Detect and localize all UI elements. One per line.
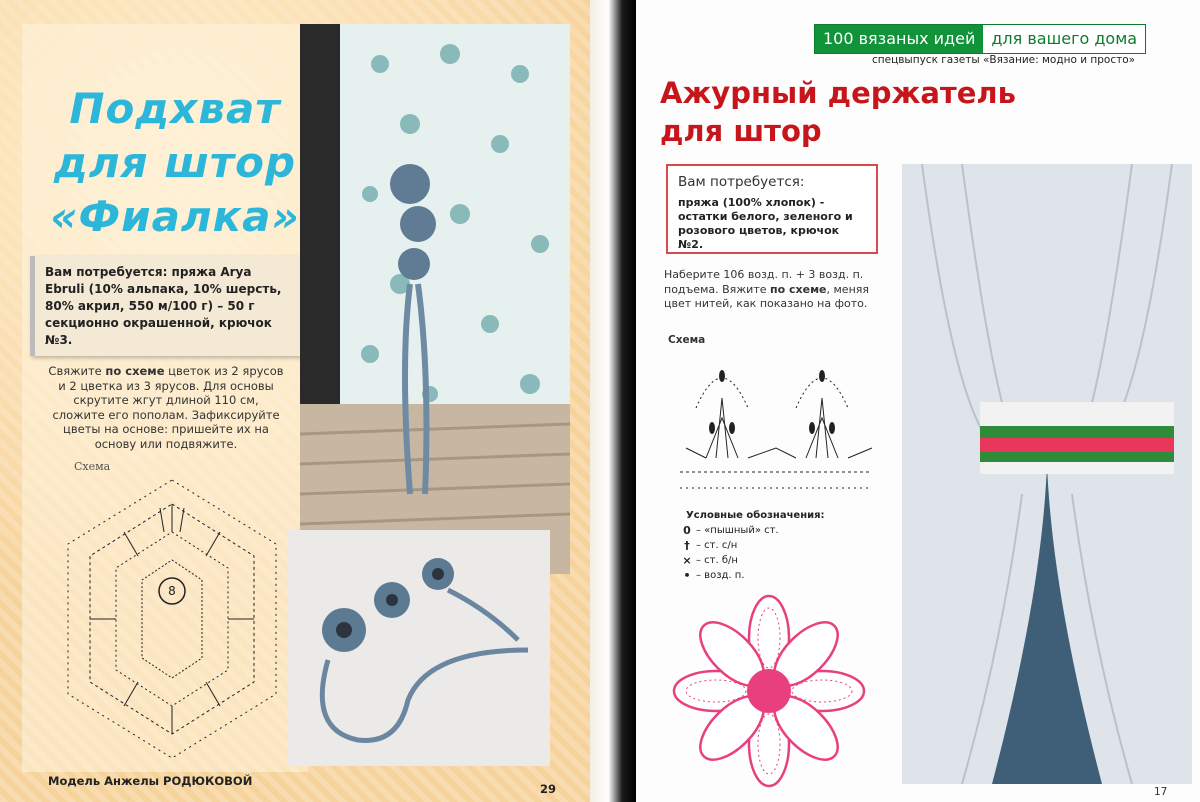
- crochet-hexagon-diagram: [60, 474, 284, 764]
- left-title-line-3: «Фиалка»: [50, 192, 300, 241]
- right-instructions-prefix: Наберите 106 возд. п. + 3 возд. п. подъема. Вяжите: [664, 268, 864, 296]
- legend-text: – возд. п.: [696, 570, 745, 581]
- legend-symbol: †: [684, 539, 690, 552]
- header-segment-1: 100 вязаных идей: [815, 25, 983, 53]
- right-instructions: [664, 268, 890, 312]
- flower-cord-photo: [288, 530, 550, 766]
- model-credit: Модель Анжелы РОДЮКОВОЙ: [48, 774, 253, 788]
- header-segment-2: для вашего дома: [983, 25, 1145, 53]
- left-title-line-2: для штор: [53, 138, 297, 187]
- legend-item: [680, 538, 825, 553]
- pink-flower-drawing: [672, 594, 866, 788]
- magazine-header: [814, 24, 1146, 54]
- legend-item: [680, 568, 825, 583]
- right-instructions-bold: по схеме: [770, 282, 827, 296]
- left-instructions: [46, 364, 286, 451]
- right-instructions-rest: , меняя цвет нитей, как показано на фото.: [664, 282, 870, 310]
- left-title-line-1: Подхват: [69, 84, 281, 133]
- legend-text: – ст. б/н: [696, 555, 738, 566]
- legend-symbol: ×: [682, 554, 692, 567]
- legend-title: Условные обозначения:: [686, 510, 825, 521]
- legend-symbol: •: [683, 569, 691, 582]
- left-materials-text: Вам потребуется: пряжа Arya Ebruli (10% альпака, 10% шерсть, 80% акрил, 550 м/100 г) – 50 г секционно окрашенной, крючок №3.: [45, 265, 282, 347]
- right-materials-title: Вам потребуется:: [678, 174, 805, 190]
- right-schema-label: Схема: [668, 334, 706, 346]
- legend-text: – «пышный» ст.: [696, 525, 779, 536]
- left-instructions-prefix: Свяжите: [48, 364, 106, 378]
- left-schema-label: Схема: [74, 460, 111, 473]
- legend-item: [680, 523, 825, 538]
- legend-text: – ст. с/н: [696, 540, 738, 551]
- right-title-line-1: Ажурный держатель: [660, 76, 1016, 110]
- right-materials-text: пряжа (100% хлопок) - остатки белого, зеленого и розового цветов, крючок №2.: [678, 196, 853, 251]
- left-instructions-rest: цветок из 2 ярусов и 2 цветка из 3 ярусов. Для основы скрутите жгут длиной 110 см, сложите его пополам. Зафиксируйте цветы на основе: пришейте их на основу или подвяжите.: [52, 364, 284, 451]
- left-page-number: 29: [540, 782, 557, 796]
- left-materials-box: [30, 256, 300, 356]
- legend: [680, 508, 825, 583]
- curtain-tieback-photo: [300, 24, 570, 574]
- legend-symbol: 0: [683, 524, 691, 537]
- right-materials-box: [666, 164, 878, 254]
- right-title-line-2: для штор: [660, 114, 822, 148]
- diagram-center-number: 8: [168, 584, 176, 598]
- header-subtitle: спецвыпуск газеты «Вязание: модно и просто»: [872, 54, 1136, 66]
- left-page: [0, 0, 590, 802]
- right-page-title: [660, 74, 1080, 150]
- right-page: [636, 0, 1200, 802]
- left-page-title: [40, 82, 310, 244]
- book-gutter: [590, 0, 636, 802]
- lace-curtain-photo: [902, 164, 1192, 784]
- legend-item: [680, 553, 825, 568]
- lace-edging-diagram: [676, 348, 876, 498]
- left-instructions-bold: по схеме: [105, 364, 165, 378]
- right-page-number: 17: [1154, 786, 1168, 798]
